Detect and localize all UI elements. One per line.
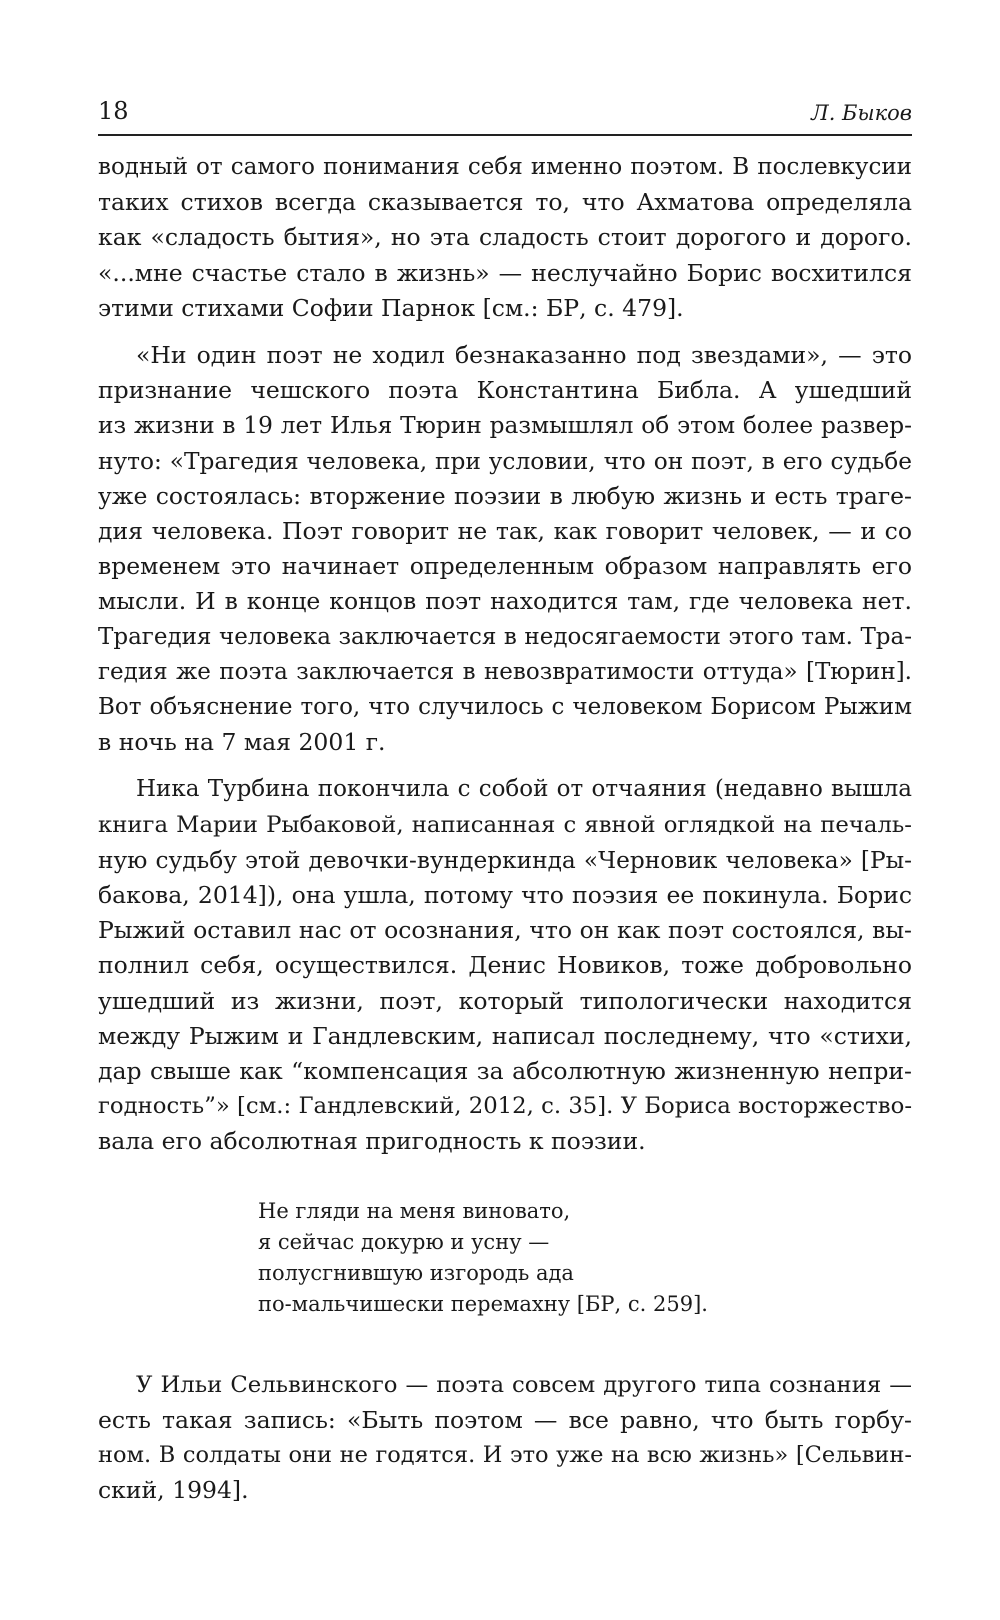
- text-line: полнил себя, осуществился. Денис Новиков, тоже добровольно: [98, 951, 912, 980]
- text-line: ном. В солдаты они не годятся. И это уже на всю жизнь» [Сельвин-: [98, 1442, 912, 1469]
- page-number: 18: [98, 97, 129, 125]
- text-line: «Ни один поэт не ходил безнаказанно под звездами», — это: [136, 341, 912, 370]
- text-line: нуто: «Трагедия человека, при условии, что он поэт, в его судьбе: [98, 447, 912, 475]
- text-line: мысли. И в конце концов поэт находится там, где человека нет.: [98, 587, 912, 616]
- text-line: между Рыжим и Гандлевским, написал последнему, что «стихи,: [98, 1021, 912, 1050]
- text-line: дия человека. Поэт говорит не так, как говорит человек, — и со: [98, 517, 912, 546]
- body-text: [98, 150, 912, 1509]
- verse-line: я сейчас докурю и усну —: [258, 1229, 550, 1254]
- text-line: как «сладость бытия», но эта сладость стоит дорогого и дорого.: [98, 223, 912, 252]
- text-line: Ника Турбина покончила с собой от отчаяния (недавно вышла: [136, 776, 912, 803]
- text-line: в ночь на 7 мая 2001 г.: [98, 728, 386, 757]
- text-line: этими стихами Софии Парнок [см.: БР, с. 479].: [98, 293, 684, 322]
- text-line: ский, 1994].: [98, 1476, 249, 1505]
- verse-line: полусгнившую изгородь ада: [258, 1260, 574, 1285]
- running-title: Л. Быков: [811, 101, 912, 125]
- text-line: бакова, 2014]), она ушла, потому что поэзия ее покинула. Борис: [98, 881, 912, 910]
- text-line: уже состоялась: вторжение поэзии в любую жизнь и есть траге-: [98, 481, 912, 510]
- paragraph-2: [98, 338, 912, 760]
- text-line: признание чешского поэта Константина Библа. А ушедший: [98, 376, 912, 405]
- text-line: вала его абсолютная пригодность к поэзии.: [98, 1127, 646, 1156]
- text-line: водный от самого понимания себя именно поэтом. В послевкусии: [98, 154, 912, 180]
- text-line: Рыжий оставил нас от осознания, что он как поэт состоялся, вы-: [98, 916, 912, 945]
- text-line: ную судьбу этой девочки-вундеркинда «Черновик человека» [Ры-: [98, 846, 912, 874]
- running-header: [98, 96, 912, 136]
- text-line: годность”» [см.: Гандлевский, 2012, с. 35]. У Бориса восторжество-: [98, 1093, 912, 1120]
- text-line: ушедший из жизни, поэт, который типологически находится: [98, 986, 912, 1015]
- text-line: гедия же поэта заключается в невозвратимости оттуда» [Тюрин].: [98, 658, 912, 685]
- paragraph-1: [98, 150, 912, 326]
- text-line: таких стихов всегда сказывается то, что Ахматова определяла: [98, 188, 912, 217]
- text-line: есть такая запись: «Быть поэтом — все равно, что быть горбу-: [98, 1405, 912, 1434]
- text-line: из жизни в 19 лет Илья Тюрин размышлял об этом более развер-: [98, 412, 912, 440]
- text-line: У Ильи Сельвинского — поэта совсем другого типа сознания —: [136, 1371, 912, 1398]
- verse-line: по-мальчишески перемахну [БР, с. 259].: [258, 1291, 708, 1316]
- text-line: временем это начинает определенным образом направлять его: [98, 552, 912, 581]
- text-line: «...мне счастье стало в жизнь» — неслучайно Борис восхитился: [98, 258, 912, 287]
- text-line: дар свыше как “компенсация за абсолютную жизненную непри-: [98, 1057, 912, 1086]
- paragraph-3: [98, 772, 912, 1159]
- verse-quotation: [258, 1196, 912, 1320]
- text-line: Трагедия человека заключается в недосягаемости этого там. Тра-: [98, 623, 912, 650]
- text-line: книга Марии Рыбаковой, написанная с явной оглядкой на печаль-: [98, 811, 912, 838]
- paragraph-4: [98, 1368, 912, 1509]
- text-line: Вот объяснение того, что случилось с человеком Борисом Рыжим: [98, 694, 912, 721]
- verse-line: Не гляди на меня виновато,: [258, 1198, 571, 1223]
